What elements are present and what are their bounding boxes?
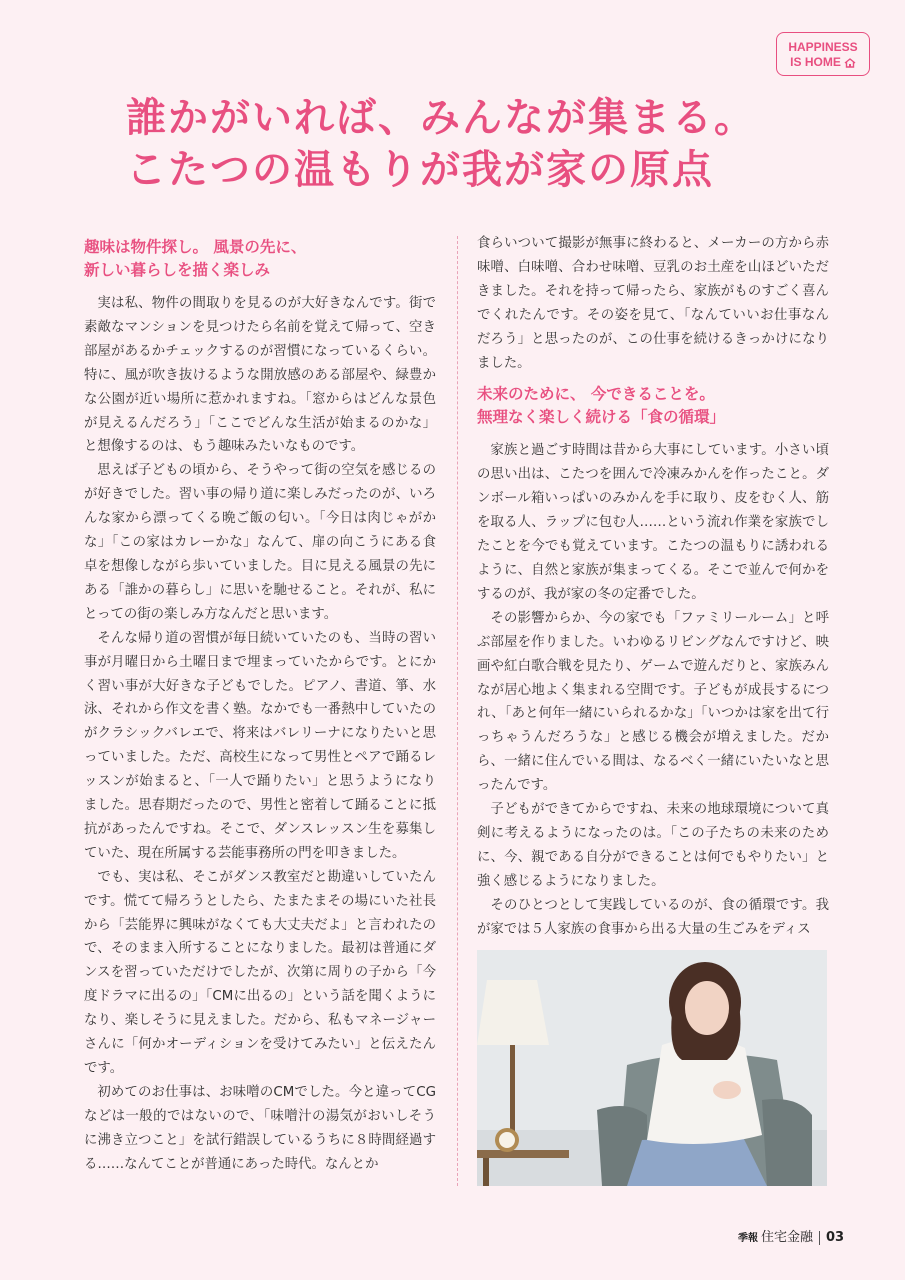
right-paragraph-continued: 食らいついて撮影が無事に終わると、メーカーの方から赤味噌、白味噌、合わせ味噌、豆乳のお土産を山ほどいただきました。それを持って帰ったら、家族がものすごく喜んでくれたんです。その姿を見て、「なんていいお仕事なんだろう」と思ったのが、この仕事を続けるきっかけになりました。 <box>477 236 829 371</box>
footer-publication-title: 住宅金融 <box>761 1230 814 1245</box>
page-number: 03 <box>826 1230 845 1245</box>
right-paragraph-2: その影響からか、今の家でも「ファミリールーム」と呼ぶ部屋を作りました。いわゆるリビングなんですけど、映画や紅白歌合戦を見たり、ゲームで遊んだりと、家族みんなが居心地よく集まれる空間です。子どもが成長するにつれ、「あと何年一緒にいられるかな」「いつかは家を出て行っちゃうんだろうな」と感じる機会が増えました。だから、一緒に住んでいる間は、なるべく一緒にいたいなと思ったんです。 <box>477 610 829 794</box>
right-column <box>477 232 829 941</box>
left-paragraph-1: 実は私、物件の間取りを見るのが大好きなんです。街で素敵なマンションを見つけたら名前を覚えて帰って、空き部屋があるかチェックするのが習慣になっているくらい。特に、風が吹き抜けるような開放感のある部屋や、緑豊かな公園が近い場所に惹かれますね。「窓からはどんな景色が見えるんだろう」「ここでどんな生活が始まるのかな」と想像するのは、もう趣味みたいなものです。 <box>84 296 436 455</box>
right-subheading-line-2: 無理なく楽しく続ける「食の循環」 <box>477 408 726 427</box>
left-subheading-line-1: 趣味は物件探し。 風景の先に、 <box>84 238 307 256</box>
badge-line-2: IS HOME <box>790 55 841 69</box>
footer-quarterly-label: 季報 <box>738 1233 758 1244</box>
column-divider <box>457 236 458 1186</box>
left-paragraph-2: 思えば子どもの頃から、そうやって街の空気を感じるのが好きでした。習い事の帰り道に楽しみだったのが、いろんな家から漂ってくる晩ご飯の匂い。「今日は肉じゃがかな」「この家はカレーかな」なんて、扉の向こうにある食卓を想像しながら歩いていました。目に見える風景の先にある「誰かの暮らし」に思いを馳せること。それが、私にとっての街の楽しみ方なんだと思います。 <box>84 463 436 622</box>
right-subheading-line-1: 未来のために、 今できることを。 <box>477 385 715 404</box>
headline-line-2: こたつの温もりが我が家の原点 <box>126 147 714 193</box>
house-icon <box>844 58 856 68</box>
footer-separator <box>819 1231 820 1245</box>
headline-line-1: 誰かがいれば、みんなが集まる。 <box>126 95 756 141</box>
badge-line-2-wrap <box>790 55 856 70</box>
page-headline <box>126 92 826 196</box>
left-paragraph-5: 初めてのお仕事は、お味噌のCMでした。今と違ってCGなどは一般的ではないので、「味噌汁の湯気がおいしそうに沸き立つこと」を試行錯誤しているうちに８時間経過する……なんてことが普通にあった時代。なんとか <box>84 1084 436 1172</box>
right-paragraph-3: 子どもができてからですね、未来の地球環境について真剣に考えるようになったのは。「この子たちの未来のために、今、親である自分ができることは何でもやりたい」と強く感じるようになりました。 <box>477 802 829 889</box>
left-subheading <box>84 236 436 282</box>
left-column <box>84 236 436 1177</box>
right-paragraph-4: そのひとつとして実践しているのが、食の循環です。我が家では５人家族の食事から出る大量の生ごみをディス <box>477 897 829 937</box>
page-footer <box>738 1226 844 1245</box>
left-subheading-line-2: 新しい暮らしを描く楽しみ <box>84 261 271 279</box>
badge-line-1: HAPPINESS <box>788 40 858 54</box>
right-subheading <box>477 383 829 429</box>
right-paragraph-1: 家族と過ごす時間は昔から大事にしています。小さい頃の思い出は、こたつを囲んで冷凍みかんを作ったこと。ダンボール箱いっぱいのみかんを手に取り、皮をむく人、筋を取る人、ラップに包む人……という流れ作業を家族でしたことを今でも覚えています。こたつの温もりに誘われるように、自然と家族が集まってくる。そこで並んで何かをするのが、我が家の冬の定番でした。 <box>477 443 829 602</box>
left-paragraph-3: そんな帰り道の習慣が毎日続いていたのも、当時の習い事が月曜日から土曜日まで埋まっていたからです。とにかく習い事が大好きな子どもでした。ピアノ、書道、箏、水泳、それから作文を書く塾。なかでも一番熱中していたのがクラシックバレエで、将来はバレリーナになりたいと思っていました。ただ、高校生になって男性とペアで踊るレッスンが始まると、「一人で踊りたい」と思うようになりました。思春期だったので、男性と密着して踊ることに抵抗があったんですね。そこで、ダンスレッスン生を募集していた、現在所属する芸能事務所の門を叩きました。 <box>84 630 436 861</box>
left-paragraph-4: でも、実は私、そこがダンス教室だと勘違いしていたんです。慌てて帰ろうとしたら、たまたまその場にいた社長から「芸能界に興味がなくても大丈夫だよ」と言われたので、そのまま入所することになりました。最初は普通にダンスを習っていただけでしたが、次第に周りの子から「今度ドラマに出るの」「CMに出るの」という話を聞くようになり、楽しそうに見えました。だから、私もマネージャーさんに「何かオーディションを受けてみたい」と伝えたんです。 <box>84 869 436 1076</box>
portrait-photo <box>477 950 827 1186</box>
happiness-is-home-badge <box>776 32 870 76</box>
portrait-illustration <box>477 950 827 1186</box>
